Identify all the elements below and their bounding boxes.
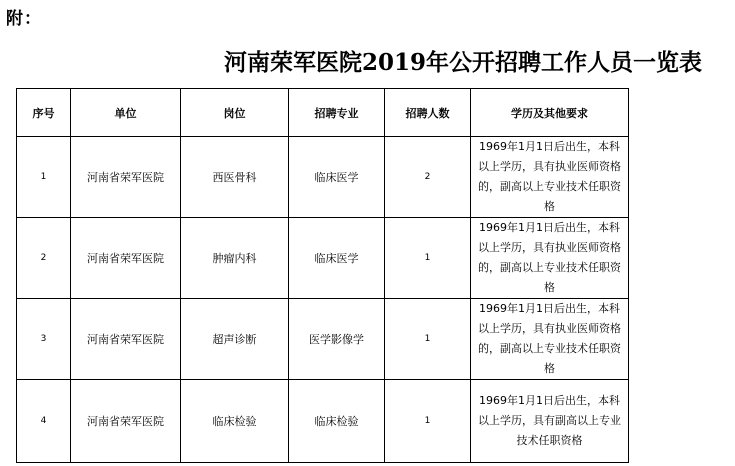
cell-serial: 3 bbox=[17, 299, 71, 380]
table-row bbox=[17, 380, 629, 463]
cell-requirements: 1969年1月1日后出生，本科以上学历，具有执业医师资格的，副高以上专业技术任职资格 bbox=[471, 299, 629, 380]
cell-count: 1 bbox=[385, 380, 471, 463]
cell-count: 1 bbox=[385, 218, 471, 299]
header-major: 招聘专业 bbox=[289, 89, 385, 137]
cell-unit: 河南省荣军医院 bbox=[71, 218, 181, 299]
table-header-row bbox=[17, 89, 629, 137]
cell-major: 医学影像学 bbox=[289, 299, 385, 380]
cell-position: 超声诊断 bbox=[181, 299, 289, 380]
cell-unit: 河南省荣军医院 bbox=[71, 137, 181, 218]
cell-serial: 1 bbox=[17, 137, 71, 218]
cell-position: 西医骨科 bbox=[181, 137, 289, 218]
header-unit: 单位 bbox=[71, 89, 181, 137]
header-requirements: 学历及其他要求 bbox=[471, 89, 629, 137]
cell-position: 肿瘤内科 bbox=[181, 218, 289, 299]
cell-major: 临床医学 bbox=[289, 137, 385, 218]
table-row bbox=[17, 218, 629, 299]
cell-major: 临床检验 bbox=[289, 380, 385, 463]
document-title: 河南荣军医院2019年公开招聘工作人员一览表 bbox=[224, 49, 703, 76]
cell-requirements: 1969年1月1日后出生，本科以上学历，具有执业医师资格的，副高以上专业技术任职资格 bbox=[471, 137, 629, 218]
recruitment-table bbox=[16, 88, 629, 463]
table-row bbox=[17, 137, 629, 218]
cell-unit: 河南省荣军医院 bbox=[71, 299, 181, 380]
table-row bbox=[17, 299, 629, 380]
cell-position: 临床检验 bbox=[181, 380, 289, 463]
header-serial: 序号 bbox=[17, 89, 71, 137]
cell-serial: 4 bbox=[17, 380, 71, 463]
cell-requirements: 1969年1月1日后出生，本科以上学历，具有副高以上专业技术任职资格 bbox=[471, 380, 629, 463]
cell-requirements: 1969年1月1日后出生，本科以上学历，具有执业医师资格的，副高以上专业技术任职资格 bbox=[471, 218, 629, 299]
header-count: 招聘人数 bbox=[385, 89, 471, 137]
cell-unit: 河南省荣军医院 bbox=[71, 380, 181, 463]
attachment-label: 附： bbox=[6, 9, 42, 29]
cell-count: 2 bbox=[385, 137, 471, 218]
cell-count: 1 bbox=[385, 299, 471, 380]
cell-major: 临床医学 bbox=[289, 218, 385, 299]
header-position: 岗位 bbox=[181, 89, 289, 137]
cell-serial: 2 bbox=[17, 218, 71, 299]
